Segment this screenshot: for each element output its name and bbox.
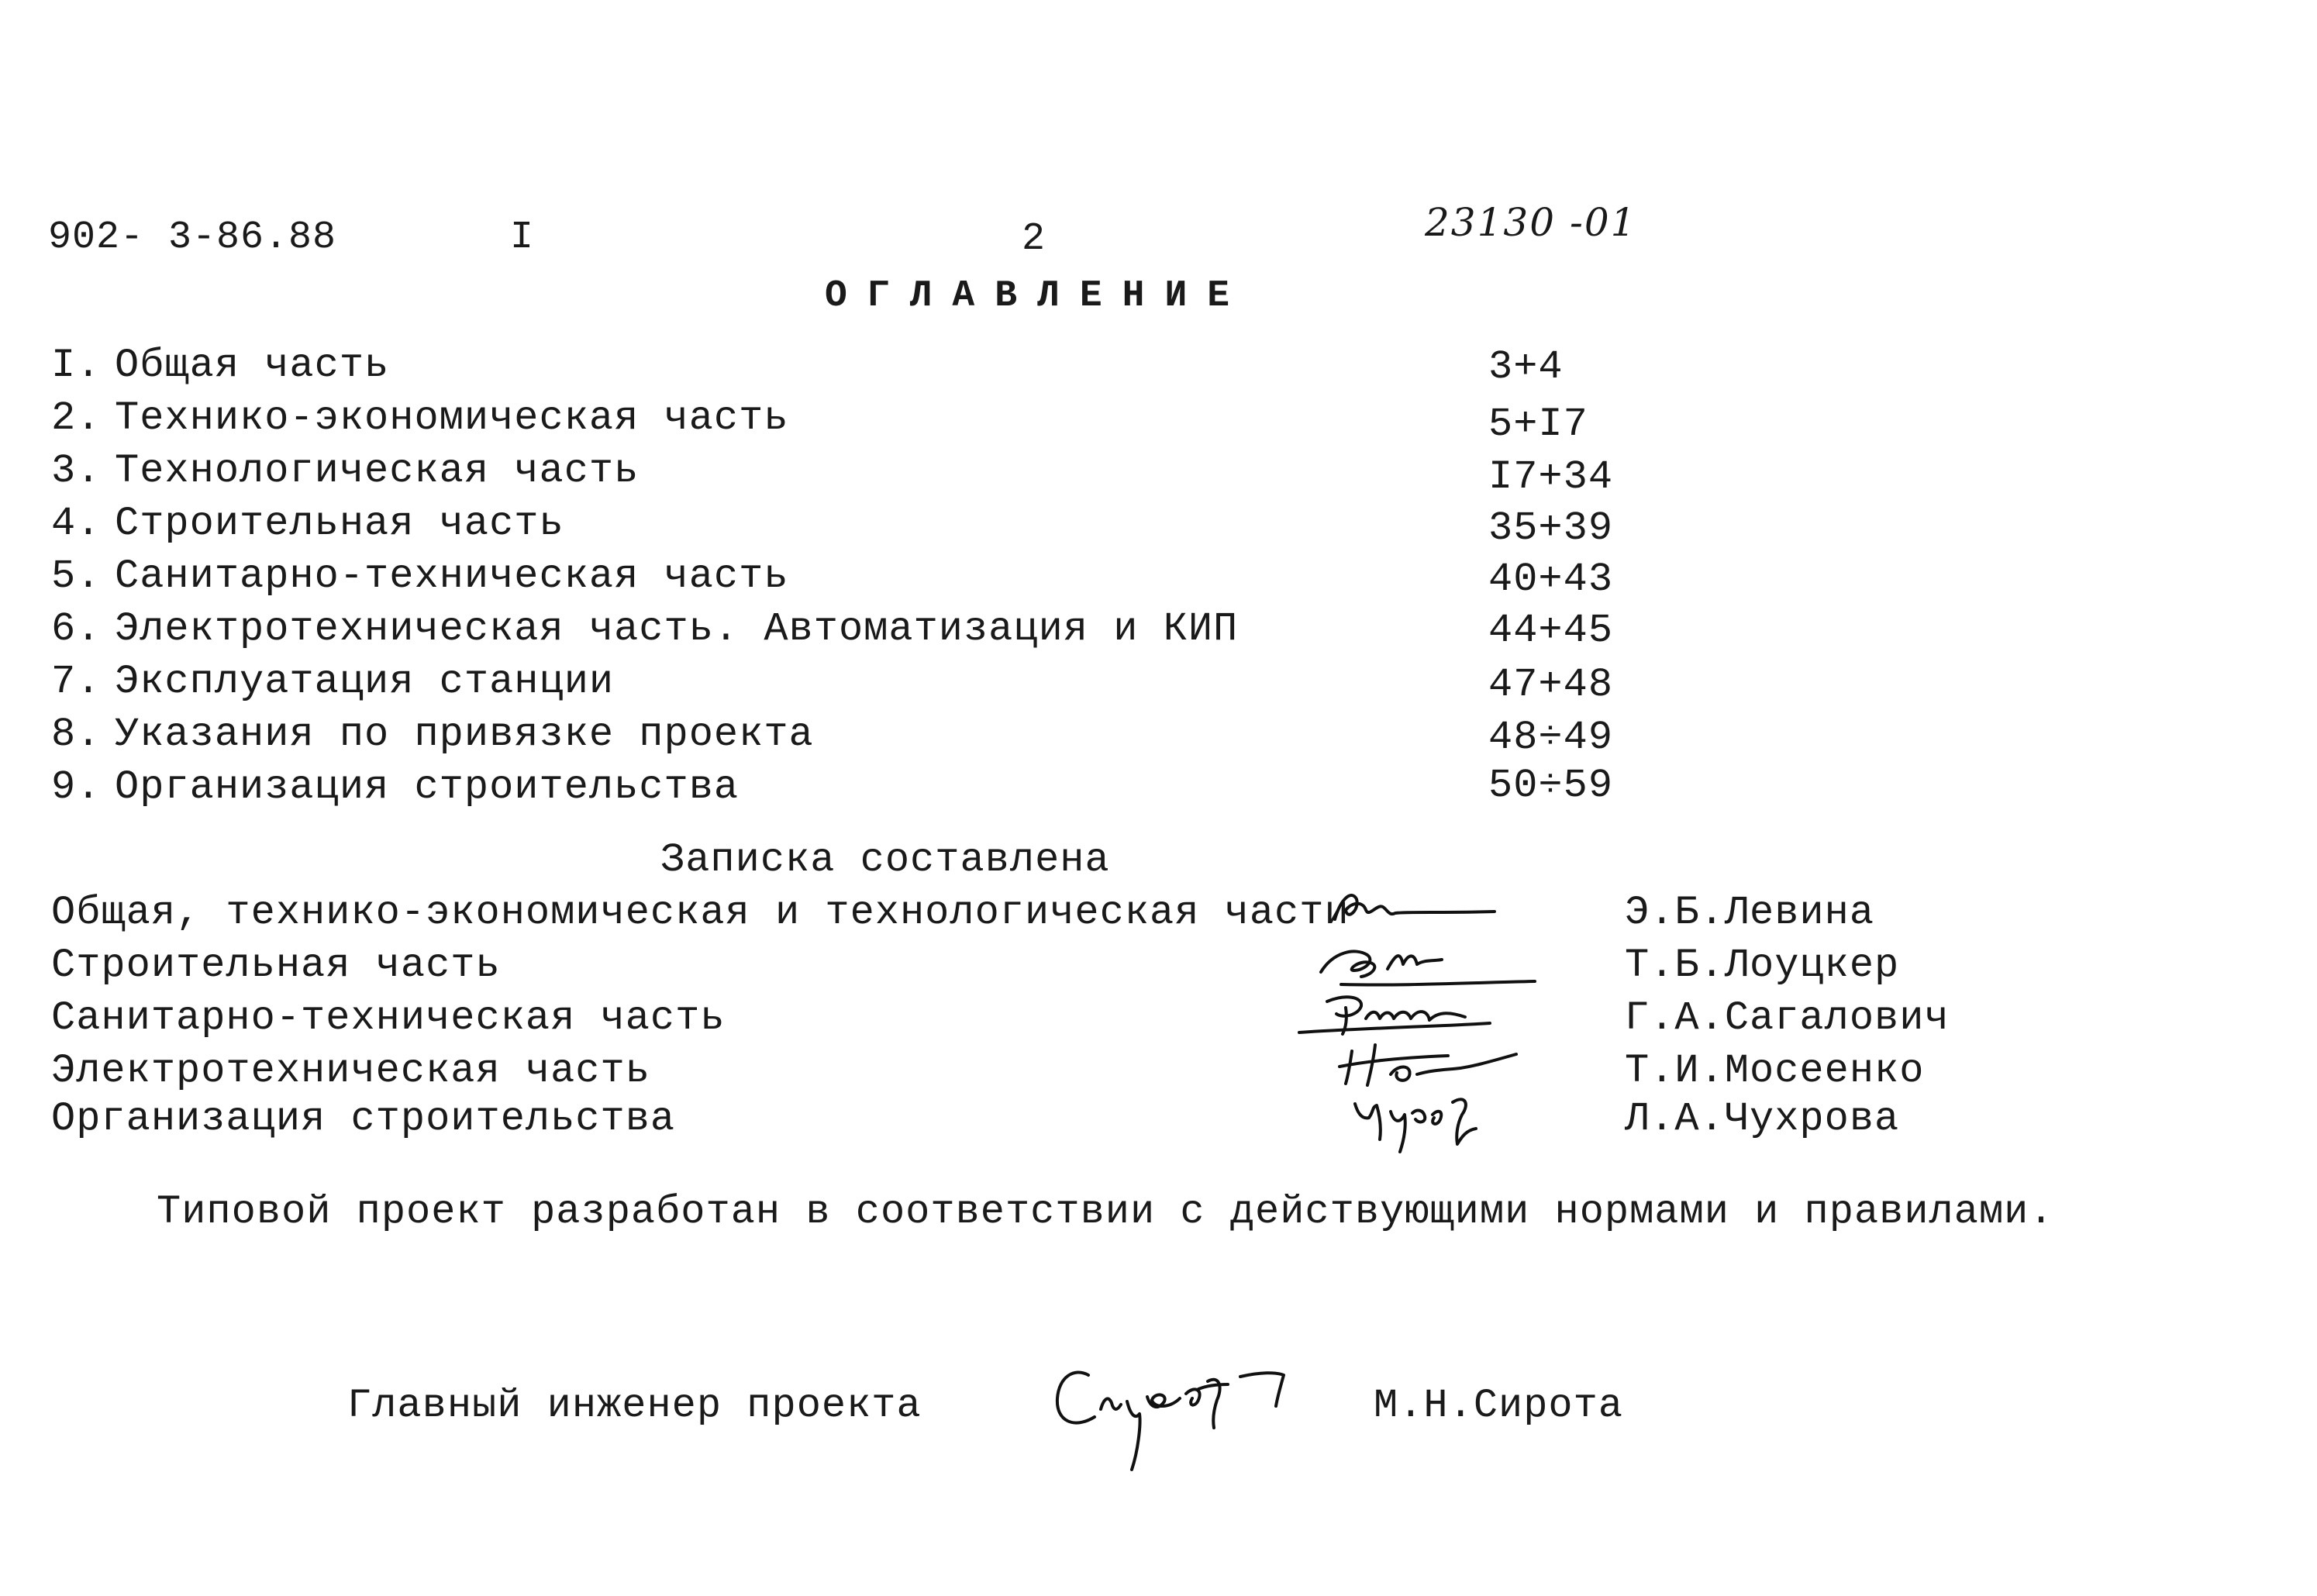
compiler-section: Электротехническая часть bbox=[51, 1048, 650, 1094]
toc-item-label: Технологическая часть bbox=[115, 448, 640, 494]
toc-item-label: Строительная часть bbox=[115, 501, 564, 546]
toc-item-label: Эксплуатация станции bbox=[115, 659, 615, 705]
toc-item-label: Санитарно-техническая часть bbox=[115, 553, 789, 599]
toc-item-pages: 47+48 bbox=[1488, 662, 1614, 708]
page-title: ОГЛАВЛЕНИЕ bbox=[825, 275, 1250, 317]
signature-moseenko bbox=[1332, 1036, 1533, 1090]
toc-item-label: Общая часть bbox=[115, 343, 390, 388]
toc-item-pages: 35+39 bbox=[1488, 505, 1614, 551]
toc-item-number: 9. bbox=[51, 764, 102, 810]
compliance-statement: Типовой проект разработан в соответствии с действующими нормами и правилами. bbox=[157, 1189, 2054, 1235]
signature-levina bbox=[1318, 884, 1504, 930]
toc-item-pages: 5+I7 bbox=[1488, 402, 1588, 447]
signature-sirota bbox=[1051, 1355, 1346, 1479]
compiler-section: Строительная часть bbox=[51, 943, 501, 988]
toc-item-number: 7. bbox=[51, 659, 102, 705]
signature-chukhrova bbox=[1349, 1088, 1504, 1166]
toc-item-pages: 3+4 bbox=[1488, 344, 1564, 390]
compiler-section: Организация строительства bbox=[51, 1096, 676, 1142]
compiler-name: Л.А.Чухрова bbox=[1625, 1096, 1900, 1142]
toc-item-label: Технико-экономическая часть bbox=[115, 395, 789, 441]
toc-item-pages: 44+45 bbox=[1488, 608, 1614, 653]
signature-sagalovich bbox=[1296, 988, 1544, 1042]
album-number: I bbox=[510, 215, 535, 260]
toc-item-number: 8. bbox=[51, 712, 102, 757]
toc-item-number: 5. bbox=[51, 553, 102, 599]
toc-item-number: 4. bbox=[51, 501, 102, 546]
toc-item-number: 3. bbox=[51, 448, 102, 494]
doc-code: 902- 3-86.88 bbox=[48, 215, 337, 260]
compiler-name: Г.А.Сагалович bbox=[1625, 995, 1950, 1041]
chief-engineer-name: М.Н.Сирота bbox=[1374, 1383, 1624, 1429]
toc-item-pages: I7+34 bbox=[1488, 454, 1614, 500]
signature-loutsker bbox=[1310, 936, 1543, 991]
toc-item-number: 6. bbox=[51, 606, 102, 652]
inventory-number: 23130 -01 bbox=[1425, 200, 1637, 245]
toc-item-number: 2. bbox=[51, 395, 102, 441]
toc-item-label: Электротехническая часть. Автоматизация и КИП bbox=[115, 606, 1239, 652]
toc-item-pages: 48÷49 bbox=[1488, 715, 1614, 760]
page-number: 2 bbox=[1022, 217, 1046, 261]
toc-item-label: Указания по привязке проекта bbox=[115, 712, 814, 757]
toc-item-label: Организация строительства bbox=[115, 764, 740, 810]
compiler-section: Санитарно-техническая часть bbox=[51, 995, 726, 1041]
compiled-heading: Записка составлена bbox=[660, 837, 1110, 883]
toc-item-number: I. bbox=[51, 343, 102, 388]
compiler-name: Т.И.Мосеенко bbox=[1625, 1048, 1925, 1094]
compiler-section: Общая, технико-экономическая и технологическая части bbox=[51, 890, 1350, 936]
compiler-name: Э.Б.Левина bbox=[1625, 890, 1875, 936]
toc-item-pages: 50÷59 bbox=[1488, 763, 1614, 808]
toc-item-pages: 40+43 bbox=[1488, 557, 1614, 602]
chief-engineer-title: Главный инженер проекта bbox=[347, 1383, 922, 1429]
compiler-name: Т.Б.Лоуцкер bbox=[1625, 943, 1900, 988]
